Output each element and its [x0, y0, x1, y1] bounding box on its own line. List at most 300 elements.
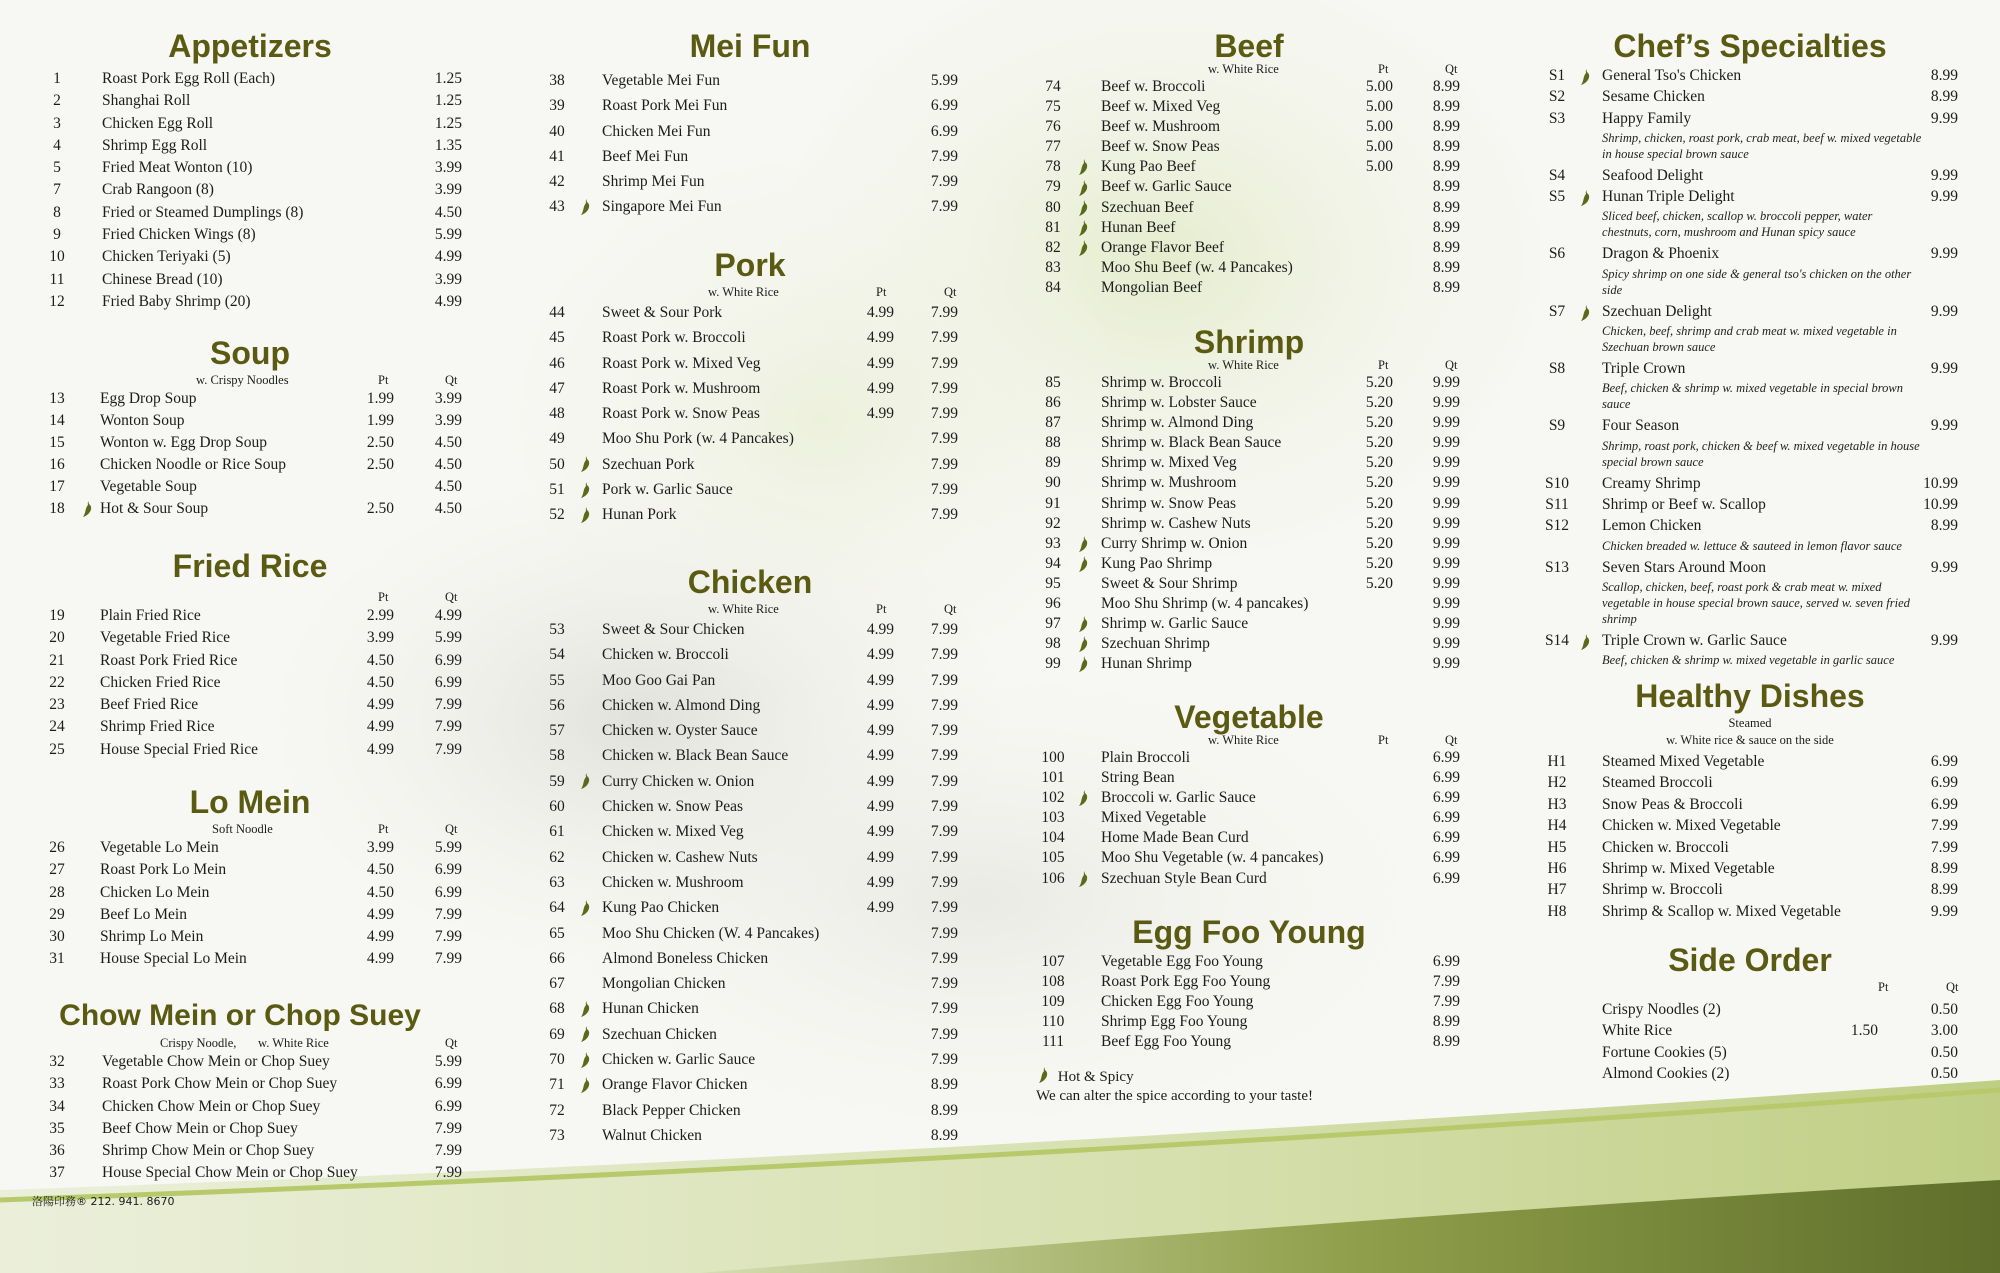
- item-number: 41: [549, 147, 565, 165]
- item-price-pint: 4.99: [866, 899, 894, 917]
- item-number: 35: [49, 1119, 65, 1137]
- menu-item: [1036, 594, 1476, 614]
- menu-item: [1036, 869, 1476, 889]
- item-number: S13: [1544, 558, 1570, 576]
- item-name: Crispy Noodles (2): [1602, 1001, 1721, 1018]
- item-name: Chicken w. Broccoli: [602, 646, 729, 664]
- item-price: 8.99: [1930, 859, 1958, 877]
- item-number: 4: [53, 136, 61, 154]
- item-number: 98: [1045, 635, 1061, 653]
- item-price-pint: 4.50: [366, 651, 394, 669]
- item-name: Fried Meat Wonton (10): [102, 159, 253, 177]
- item-number: 104: [1041, 829, 1065, 847]
- item-number: 33: [49, 1075, 65, 1093]
- menu-item: [1540, 1042, 1980, 1063]
- item-price-quart: 7.99: [930, 772, 958, 790]
- vegetable-section: [1036, 697, 1476, 889]
- healthy-section: [1540, 676, 1980, 922]
- pt-header: Pt: [1378, 62, 1389, 76]
- item-name: Shrimp Egg Roll: [102, 136, 208, 154]
- item-price: 9.99: [1930, 558, 1958, 576]
- item-name: Plain Fried Rice: [100, 607, 201, 624]
- item-price-pint: 4.99: [866, 329, 894, 347]
- item-price-quart: 3.99: [434, 390, 462, 407]
- item-number: 92: [1045, 514, 1061, 532]
- item-number: 60: [549, 798, 565, 816]
- item-name: Chicken Egg Roll: [102, 114, 214, 132]
- item-number: S5: [1548, 188, 1566, 206]
- section-subtitle: w. White Rice: [708, 285, 779, 299]
- item-number: 85: [1045, 374, 1061, 391]
- item-price-pint: 5.20: [1365, 494, 1393, 512]
- item-number: 26: [49, 839, 65, 856]
- item-name: Curry Shrimp w. Onion: [1101, 534, 1248, 552]
- item-number: 31: [49, 950, 65, 968]
- chili-icon: [578, 1000, 592, 1018]
- item-name: Kung Pao Shrimp: [1101, 554, 1213, 572]
- menu-item: [540, 668, 980, 693]
- item-price: 9.99: [1930, 902, 1958, 920]
- item-number: 105: [1041, 849, 1065, 867]
- item-price-quart: 6.99: [1432, 789, 1460, 807]
- menu-item: [1036, 177, 1476, 197]
- item-number: 21: [49, 651, 65, 669]
- menu-item: [1036, 1012, 1476, 1032]
- item-name: Shrimp w. Garlic Sauce: [1101, 615, 1249, 633]
- item-number: 79: [1045, 178, 1061, 196]
- item-price-quart: 7.99: [930, 671, 958, 689]
- item-number: 93: [1045, 534, 1061, 552]
- item-name: General Tso's Chicken: [1602, 67, 1742, 84]
- item-name: Chicken Teriyaki (5): [102, 248, 231, 266]
- menu-item: [40, 1118, 480, 1140]
- item-price-quart: 7.99: [930, 430, 958, 448]
- item-name: Beef w. Mushroom: [1101, 118, 1221, 136]
- item-name: Broccoli w. Garlic Sauce: [1101, 789, 1256, 807]
- menu-item: [1540, 66, 1980, 87]
- menu-item: [1036, 473, 1476, 493]
- item-price: 9.99: [1930, 631, 1958, 649]
- item-price-quart: 7.99: [930, 455, 958, 473]
- pt-header: Pt: [378, 590, 389, 604]
- menu-item: [540, 642, 980, 667]
- item-number: 5: [53, 159, 61, 177]
- qt-header: Qt: [1445, 62, 1458, 76]
- item-price: 7.99: [1930, 817, 1958, 835]
- item-price-quart: 3.99: [434, 412, 462, 429]
- menu-item: [1036, 453, 1476, 473]
- item-name: Fried Baby Shrimp (20): [102, 292, 251, 310]
- item-name: Shrimp w. Mixed Vegetable: [1602, 859, 1775, 877]
- item-name: Chicken w. Mushroom: [602, 873, 744, 891]
- menu-item: [1540, 794, 1980, 815]
- menu-item: [40, 948, 480, 970]
- item-price-quart: 6.99: [1432, 829, 1460, 847]
- item-price: 7.99: [434, 1119, 462, 1137]
- side-header: [1540, 980, 1980, 995]
- menu-item: [1540, 187, 1980, 240]
- chefs-list: [1540, 66, 1980, 668]
- item-price-quart: 6.99: [434, 861, 462, 879]
- section-subtitle: w. White Rice: [1208, 733, 1279, 747]
- item-name: Chicken Fried Rice: [100, 673, 221, 691]
- qt-header: Qt: [445, 1036, 458, 1050]
- item-price-quart: 7.99: [434, 905, 462, 923]
- item-number: 81: [1045, 218, 1061, 236]
- item-number: 17: [49, 478, 65, 495]
- item-price-quart: 7.99: [930, 696, 958, 714]
- item-number: 16: [49, 456, 65, 473]
- item-name: Orange Flavor Chicken: [602, 1076, 748, 1094]
- item-name: Chinese Bread (10): [102, 270, 223, 288]
- item-name: Seven Stars Around Moon: [1602, 558, 1767, 576]
- item-price: 8.99: [1930, 881, 1958, 899]
- item-price: 8.99: [1930, 517, 1958, 535]
- menu-item: [1540, 631, 1980, 668]
- item-price-quart: 6.99: [434, 673, 462, 691]
- item-price-quart: 7.99: [930, 621, 958, 638]
- item-name: Szechuan Style Bean Curd: [1101, 869, 1267, 887]
- menu-item: [1036, 278, 1476, 298]
- item-name: Vegetable Egg Foo Young: [1101, 953, 1263, 970]
- item-number: H4: [1547, 817, 1567, 835]
- item-price-quart: 7.99: [930, 304, 958, 321]
- item-number: 18: [49, 500, 65, 517]
- section-subtitle: w. White Rice: [1208, 358, 1279, 372]
- item-number: S9: [1548, 417, 1566, 435]
- item-name: Shrimp Chow Mein or Chop Suey: [102, 1142, 315, 1160]
- item-name: Beef Mei Fun: [602, 147, 689, 165]
- item-price-quart: 0.50: [1930, 1001, 1958, 1018]
- menu-item: [1036, 137, 1476, 157]
- menu-item: [540, 819, 980, 844]
- item-number: 11: [49, 270, 65, 288]
- item-number: 36: [49, 1142, 65, 1160]
- item-name: Pork w. Garlic Sauce: [602, 481, 733, 499]
- item-name: Vegetable Chow Mein or Chop Suey: [102, 1053, 330, 1070]
- item-price: 7.99: [930, 198, 958, 216]
- lo-mein-header: [40, 822, 480, 837]
- menu-item: [40, 68, 480, 90]
- chili-icon: [1076, 635, 1090, 653]
- pt-header: Pt: [378, 822, 389, 836]
- item-price-pint: 4.99: [866, 722, 894, 740]
- item-price-quart: 7.99: [930, 924, 958, 942]
- item-price-quart: 4.50: [434, 456, 462, 473]
- item-price: 7.99: [1930, 838, 1958, 856]
- item-name: Beef Chow Mein or Chop Suey: [102, 1119, 298, 1137]
- menu-item: [1036, 808, 1476, 828]
- item-number: 78: [1045, 158, 1061, 176]
- item-price-quart: 8.99: [930, 1126, 958, 1144]
- section-title: Fried Rice: [172, 548, 328, 584]
- item-name: Szechuan Shrimp: [1101, 635, 1210, 653]
- item-price-quart: 7.99: [930, 975, 958, 993]
- item-price-pint: 1.99: [366, 390, 394, 407]
- menu-item: [540, 769, 980, 794]
- item-price-pint: 2.50: [366, 456, 394, 473]
- item-number: 57: [549, 722, 565, 740]
- item-number: 40: [549, 122, 565, 140]
- item-number: 8: [53, 203, 61, 221]
- item-name: Chicken Lo Mein: [100, 883, 210, 901]
- item-number: 22: [49, 673, 65, 691]
- menu-item: [540, 93, 980, 118]
- item-number: H6: [1547, 859, 1567, 877]
- beef-list: [1036, 77, 1476, 298]
- item-price-pint: 3.99: [366, 629, 394, 647]
- qt-header: Qt: [1445, 733, 1458, 747]
- menu-item: [1036, 77, 1476, 97]
- chicken-list: [540, 617, 980, 1148]
- healthy-list: [1540, 751, 1980, 922]
- column-4: [1540, 26, 1980, 1082]
- menu-item: [1036, 413, 1476, 433]
- item-price-pint: 4.99: [866, 848, 894, 866]
- item-number: 82: [1045, 238, 1061, 256]
- item-price-pint: 5.20: [1365, 434, 1393, 452]
- item-number: 49: [549, 430, 565, 448]
- column-1: [32, 26, 480, 1208]
- item-price-quart: 9.99: [1432, 414, 1460, 432]
- menu-item: [540, 194, 980, 219]
- item-number: S14: [1544, 631, 1570, 649]
- item-description: Sliced beef, chicken, scallop w. broccoli pepper, water chestnuts, corn, mushroom and Hunan spicy sauce: [1602, 209, 1873, 240]
- item-price-quart: 8.99: [1432, 258, 1460, 276]
- item-price-quart: 9.99: [1432, 595, 1460, 613]
- item-price: 8.99: [1432, 1033, 1460, 1051]
- item-number: H1: [1547, 753, 1567, 770]
- item-price: 5.99: [930, 72, 958, 89]
- item-price-pint: 4.99: [366, 718, 394, 736]
- chow-mein-section: [40, 996, 480, 1185]
- item-number: S10: [1544, 474, 1570, 492]
- fried-rice-list: [40, 605, 480, 761]
- item-price-pint: 1.99: [366, 412, 394, 429]
- item-number: 39: [549, 97, 565, 115]
- item-number: 84: [1045, 278, 1061, 296]
- item-price-pint: 5.20: [1365, 534, 1393, 552]
- item-price: 7.99: [930, 147, 958, 165]
- soup-header: [40, 373, 480, 388]
- item-number: 101: [1041, 769, 1065, 787]
- item-price-pint: 4.99: [866, 646, 894, 664]
- menu-item: [1036, 238, 1476, 258]
- item-price-quart: 7.99: [930, 798, 958, 816]
- item-name: Sesame Chicken: [1602, 88, 1705, 106]
- section-subtitle: w. White Rice: [708, 602, 779, 616]
- item-price-quart: 9.99: [1432, 655, 1460, 673]
- item-number: 14: [49, 412, 65, 429]
- item-number: H8: [1547, 902, 1567, 920]
- item-price-pint: 2.50: [366, 434, 394, 451]
- menu-item: [540, 1072, 980, 1097]
- item-price-pint: 5.00: [1365, 138, 1393, 156]
- item-number: 3: [53, 114, 61, 132]
- item-name: Shrimp w. Mushroom: [1101, 474, 1237, 492]
- item-name: Moo Shu Shrimp (w. 4 pancakes): [1101, 595, 1309, 613]
- item-name: Vegetable Lo Mein: [100, 839, 219, 856]
- menu-item: [40, 224, 480, 246]
- menu-item: [540, 1123, 980, 1148]
- section-subtitle: w. White Rice: [1208, 62, 1279, 76]
- item-price-pint: 5.20: [1365, 414, 1393, 432]
- section-title: Chicken: [687, 564, 813, 600]
- item-description: Spicy shrimp on one side & general tso's chicken on the other side: [1602, 266, 1912, 297]
- chili-icon: [578, 1051, 592, 1069]
- menu-item: [1036, 393, 1476, 413]
- chili-icon: [1036, 1066, 1050, 1084]
- spice-note: We can alter the spice according to your taste!: [1036, 1088, 1314, 1104]
- item-name: Beef w. Mixed Veg: [1101, 98, 1221, 116]
- item-name: Moo Goo Gai Pan: [602, 671, 716, 689]
- item-number: 64: [549, 899, 565, 917]
- menu-item: [40, 388, 480, 410]
- item-number: 102: [1041, 789, 1065, 807]
- pt-header: Pt: [1878, 980, 1889, 994]
- item-name: Wonton Soup: [100, 412, 185, 429]
- menu-item: [1540, 416, 1980, 469]
- item-number: 30: [49, 928, 65, 946]
- item-price-quart: 7.99: [930, 949, 958, 967]
- item-price-quart: 4.50: [434, 434, 462, 451]
- menu-item: [540, 119, 980, 144]
- item-name: Mongolian Chicken: [602, 975, 726, 993]
- item-number: 1: [53, 70, 61, 87]
- item-name: Snow Peas & Broccoli: [1602, 795, 1743, 813]
- item-name: Shrimp w. Broccoli: [1101, 374, 1222, 391]
- menu-item: [1036, 788, 1476, 808]
- item-number: 87: [1045, 414, 1061, 432]
- item-number: 73: [549, 1126, 565, 1144]
- lo-mein-list: [40, 837, 480, 971]
- item-number: 99: [1045, 655, 1061, 673]
- item-number: 59: [549, 772, 565, 790]
- item-price-quart: 9.99: [1432, 635, 1460, 653]
- item-name: Hot & Sour Soup: [100, 500, 209, 517]
- item-name: Lemon Chicken: [1602, 517, 1702, 535]
- menu-item: [1036, 654, 1476, 674]
- section-subtitle: w. Crispy Noodles: [196, 373, 289, 387]
- item-number: S7: [1548, 302, 1566, 320]
- menu-item: [540, 794, 980, 819]
- item-price-pint: 5.20: [1365, 474, 1393, 492]
- item-name: Moo Shu Beef (w. 4 Pancakes): [1101, 258, 1293, 276]
- item-name: Shrimp & Scallop w. Mixed Vegetable: [1602, 902, 1841, 920]
- menu-item: [540, 743, 980, 768]
- chili-icon: [578, 198, 592, 216]
- item-number: 37: [49, 1164, 65, 1182]
- item-price: 7.99: [434, 1164, 462, 1182]
- chili-icon: [1076, 158, 1090, 176]
- chili-icon: [1578, 189, 1592, 213]
- item-number: S4: [1548, 166, 1566, 184]
- item-number: 66: [549, 949, 565, 967]
- item-number: 106: [1041, 869, 1065, 887]
- item-price: 9.99: [1930, 302, 1958, 320]
- item-number: 97: [1045, 615, 1061, 633]
- item-price-quart: 8.99: [1432, 118, 1460, 136]
- section-title: Healthy Dishes: [1635, 678, 1865, 714]
- menu-item: [1540, 999, 1980, 1020]
- item-name: Walnut Chicken: [602, 1126, 702, 1144]
- item-number: 38: [549, 72, 565, 89]
- item-price-quart: 7.99: [930, 405, 958, 423]
- chili-icon: [1076, 870, 1090, 888]
- item-price-quart: 9.99: [1432, 374, 1460, 391]
- item-price-quart: 8.99: [930, 1076, 958, 1094]
- menu-item: [1036, 198, 1476, 218]
- menu-item: [40, 904, 480, 926]
- item-number: 95: [1045, 574, 1061, 592]
- menu-item: [40, 650, 480, 672]
- item-name: Chicken w. Broccoli: [1602, 838, 1729, 856]
- item-price-pint: 5.00: [1365, 98, 1393, 116]
- item-price-pint: 5.00: [1365, 118, 1393, 136]
- item-name: Shrimp or Beef w. Scallop: [1602, 495, 1766, 513]
- menu-item: [1540, 879, 1980, 900]
- item-price-quart: 5.99: [434, 839, 462, 856]
- item-price-quart: 7.99: [434, 718, 462, 736]
- item-number: H2: [1547, 774, 1567, 792]
- item-number: 61: [549, 823, 565, 841]
- menu-item: [540, 718, 980, 743]
- item-price: 10.99: [1923, 474, 1958, 492]
- item-number: 68: [549, 1000, 565, 1018]
- menu-item: [540, 1022, 980, 1047]
- item-name: Moo Shu Pork (w. 4 Pancakes): [602, 430, 794, 448]
- item-price-quart: 7.99: [930, 354, 958, 372]
- chili-icon: [1076, 199, 1090, 217]
- item-name: String Bean: [1101, 769, 1175, 787]
- item-name: Egg Drop Soup: [100, 390, 197, 407]
- item-number: 23: [49, 696, 65, 714]
- item-price: 3.99: [434, 159, 462, 177]
- menu-item: [540, 845, 980, 870]
- hot-legend: [1036, 1066, 1134, 1087]
- item-price-quart: 8.99: [1432, 198, 1460, 216]
- item-price-quart: 7.99: [930, 823, 958, 841]
- item-name: Fried Chicken Wings (8): [102, 226, 256, 244]
- chili-icon: [80, 500, 94, 518]
- item-price-quart: 7.99: [930, 506, 958, 524]
- item-price-pint: 4.99: [366, 905, 394, 923]
- item-price: 6.99: [1930, 753, 1958, 770]
- item-price-quart: 7.99: [434, 740, 462, 758]
- menu-item: [40, 1096, 480, 1118]
- item-price: 9.99: [1930, 109, 1958, 127]
- menu-item: [1540, 772, 1980, 793]
- item-price-quart: 7.99: [930, 1025, 958, 1043]
- item-price-quart: 7.99: [930, 379, 958, 397]
- item-name: Triple Crown: [1602, 360, 1686, 378]
- item-number: 7: [53, 181, 61, 199]
- item-number: S3: [1548, 109, 1566, 127]
- item-name: Chicken Mei Fun: [602, 122, 711, 140]
- item-name: Roast Pork Chow Mein or Chop Suey: [102, 1075, 338, 1093]
- menu-item: [540, 376, 980, 401]
- item-price: 4.99: [434, 292, 462, 310]
- item-number: 96: [1045, 595, 1061, 613]
- item-name: Roast Pork Mei Fun: [602, 97, 728, 115]
- side-order-section: [1540, 940, 1980, 1084]
- item-name: Roast Pork w. Mixed Veg: [602, 354, 761, 372]
- chow-mein-list: [40, 1051, 480, 1185]
- chili-icon: [1076, 179, 1090, 197]
- menu-item: [40, 179, 480, 201]
- item-name: Black Pepper Chicken: [602, 1101, 741, 1119]
- item-name: Hunan Pork: [602, 506, 677, 524]
